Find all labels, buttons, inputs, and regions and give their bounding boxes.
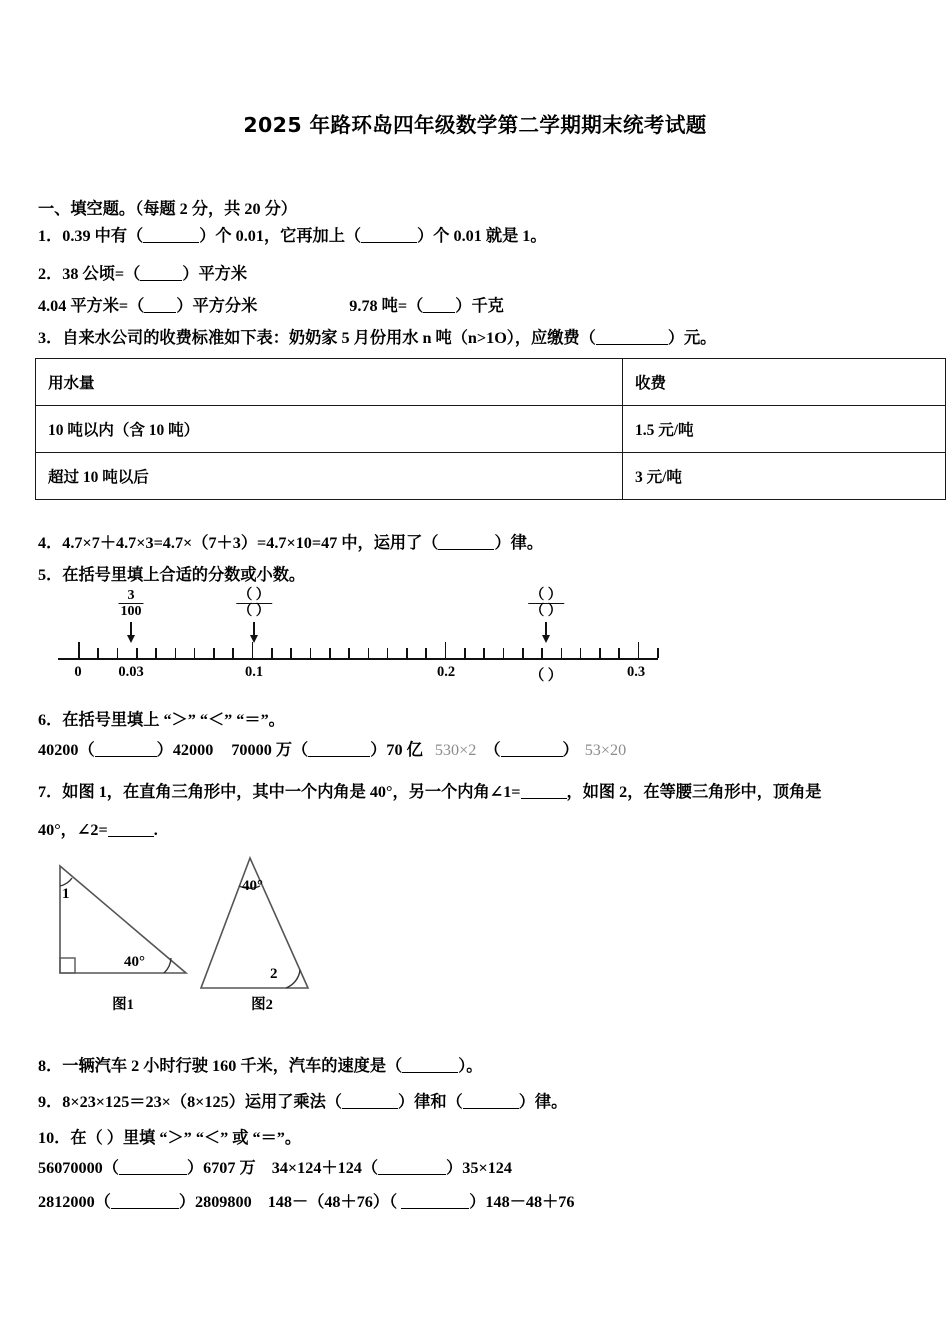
table-header-row [36,359,946,406]
q2-blank-3[interactable] [423,312,455,313]
fig1-angle-1-label: 1 [62,886,70,902]
question-3 [38,330,918,347]
table-row [36,453,946,500]
number-line-minor-tick [290,648,292,658]
q6c-paren-close: ） [562,741,579,759]
q2-blank-2[interactable] [144,312,176,313]
question-8 [38,1058,918,1075]
q2-text-mid-2: ）平方分米 [176,297,258,315]
q6-blank-3[interactable] [501,756,563,757]
fig2-caption: 图2 [251,997,273,1013]
q10c-left: 2812000（ [38,1193,111,1211]
q6a-right: ）42000 [156,741,214,759]
fraction-numerator: （ ） [238,588,270,603]
q2-text-post: ）平方米 [182,265,248,283]
number-line-major-tick [78,642,80,658]
number-line-minor-tick [310,648,312,658]
q7-text-d: . [153,821,158,839]
q6c-paren-open: （ [484,741,501,759]
fraction-numerator: （ ） [530,588,562,603]
q3-text-pre: 3．自来水公司的收费标准如下表：奶奶家 5 月份用水 n 吨（n>1O），应缴费（ [38,329,596,347]
question-7-line-2 [38,822,918,839]
q9-text-mid: ）律和（ [398,1093,463,1111]
q6a-left: 40200（ [38,741,95,759]
number-line-fraction-blank[interactable] [528,588,564,619]
number-line-minor-tick [368,648,370,658]
question-5-prompt: 5．在括号里填上合适的分数或小数。 [38,566,306,584]
number-line-minor-tick [387,648,389,658]
q8-text-post: ）。 [458,1057,483,1075]
number-line-major-tick [638,642,640,658]
q10d-right: ）148－48＋76 [469,1193,575,1211]
number-line-minor-tick [580,648,582,658]
q9-blank-2[interactable] [463,1108,519,1109]
q2-text-post-2: ）千克 [455,297,504,315]
q4-text-pre: 4．4.7×7＋4.7×3=4.7×（7＋3）=4.7×10=47 中，运用了（ [38,534,439,552]
number-line-minor-tick [97,648,99,658]
q7-text-b: ，如图 2，在等腰三角形中，顶角是 [566,783,822,801]
q10a-right: ）6707 万 [186,1159,256,1177]
q1-text-mid: ）个 0.01，它再加上（ [199,227,362,245]
fig1-caption: 图1 [112,997,134,1013]
q2-blank-1[interactable] [140,280,182,281]
page-title: 2025 年路环岛四年级数学第二学期期末统考试题 [243,113,707,137]
number-line-minor-tick [136,648,138,658]
triangles-svg [38,848,438,1018]
number-line-diagram [38,588,678,692]
number-line-minor-tick [406,648,408,658]
q8-text-pre: 8．一辆汽车 2 小时行驶 160 千米，汽车的速度是（ [38,1057,403,1075]
number-line-minor-tick [155,648,157,658]
q3-text-post: ）元。 [667,329,717,347]
number-line-fraction-blank[interactable] [236,588,272,619]
q6c-left-expression: 530×2 [434,741,477,759]
section-heading: 一、填空题。（每题 2 分，共 20 分） [38,200,297,218]
number-line-minor-tick [561,648,563,658]
q1-text-post: ）个 0.01 就是 1。 [417,227,547,245]
fig1-angle-40-label: 40° [124,954,145,970]
number-line-minor-tick [232,648,234,658]
q2-text-pre: 2．38 公顷=（ [38,265,141,283]
q6c-right-expression: 53×20 [584,741,627,759]
q1-text-pre: 1．0.39 中有（ [38,227,144,245]
number-line-major-tick [252,642,254,658]
q6-blank-2[interactable] [308,756,370,757]
number-line-tick-label: 0.2 [436,664,456,680]
water-fee-table [35,358,946,500]
q7-blank-2[interactable] [108,836,154,837]
question-4 [38,535,918,552]
q10b-left: 34×124＋124（ [271,1159,379,1177]
fig1-right-triangle [60,866,186,973]
q6b-left: 70000 万（ [231,741,309,759]
q8-blank-1[interactable] [402,1072,458,1073]
q10b-right: ）35×124 [446,1159,512,1177]
number-line-minor-tick [522,648,524,658]
q7-text-a: 7．如图 1，在直角三角形中，其中一个内角是 40°，另一个内角∠1= [38,783,521,801]
question-7-line-1 [38,784,918,801]
question-9 [38,1094,918,1111]
q7-text-c: 40°，∠2= [38,821,108,839]
q4-blank-1[interactable] [438,549,494,550]
fig1-angle1-arc [60,878,72,886]
table-cell-fee-2: 3 元/吨 [623,453,946,500]
number-line-major-tick [445,642,447,658]
question-6-prompt: 6．在括号里填上 “＞” “＜” “＝”。 [38,711,285,729]
number-line-minor-tick [503,648,505,658]
q1-blank-1[interactable] [143,242,199,243]
q10a-left: 56070000（ [38,1159,119,1177]
number-line-minor-tick [425,648,427,658]
number-line-tick-label: 0 [74,664,82,680]
fig2-apex-40-label: 40° [242,878,263,894]
q10-blank-1[interactable] [119,1174,187,1175]
fraction-numerator: 3 [127,588,135,603]
question-10-items-row-1 [38,1160,918,1177]
fraction-denominator: （ ） [530,604,562,620]
number-line-minor-tick [271,648,273,658]
table-header-usage: 用水量 [36,359,623,406]
number-line-minor-tick [175,648,177,658]
number-line-minor-tick [464,648,466,658]
question-6-items [38,742,918,759]
number-line-fraction-blank[interactable] [119,588,144,619]
number-line-tick-label: （ ） [529,668,563,684]
table-cell-usage-1: 10 吨以内（含 10 吨） [36,406,623,453]
number-line-minor-tick [117,648,119,658]
number-line-minor-tick [541,648,543,658]
fraction-denominator: 100 [120,604,142,620]
fig1-right-angle-marker [60,958,75,973]
triangle-figures [38,848,438,1018]
number-line-minor-tick [657,648,659,658]
q4-text-post: ）律。 [494,534,544,552]
q9-text-pre: 9．8×23×125＝23×（8×125）运用了乘法（ [38,1093,342,1111]
number-line-axis [58,658,658,660]
fig2-angle2-arc [286,970,300,988]
q9-blank-1[interactable] [342,1108,398,1109]
q2-text-pre-2: 4.04 平方米=（ [38,297,145,315]
number-line-tick-label: 0.1 [244,664,264,680]
number-line-minor-tick [599,648,601,658]
number-line-tick-label: 0.03 [118,664,144,680]
number-line-tick-label: 0.3 [626,664,646,680]
number-line-minor-tick [483,648,485,658]
q1-blank-2[interactable] [361,242,417,243]
question-10-prompt: 10．在（ ）里填 “＞” “＜” 或 “＝”。 [38,1129,302,1147]
fraction-denominator: （ ） [238,604,270,620]
q9-text-post: ）律。 [518,1093,568,1111]
number-line-minor-tick [348,648,350,658]
q6b-right: ）70 亿 [370,741,423,759]
question-2-line-2 [38,298,918,315]
q10-blank-4[interactable] [401,1208,469,1209]
q10c-right: ）2809800 [178,1193,252,1211]
table-row [36,406,946,453]
number-line-minor-tick [213,648,215,658]
q2-text-pre-3: 9.78 吨=（ [349,297,424,315]
number-line-minor-tick [194,648,196,658]
question-10-items-row-2 [38,1194,918,1211]
question-2-line-1 [38,266,918,283]
table-cell-fee-1: 1.5 元/吨 [623,406,946,453]
fig2-angle-2-label: 2 [270,966,278,982]
q6-blank-1[interactable] [95,756,157,757]
q10d-left: 148－（48＋76）（ [267,1193,402,1211]
number-line-minor-tick [329,648,331,658]
q3-blank-1[interactable] [596,344,668,345]
q7-blank-1[interactable] [521,798,567,799]
q10-blank-2[interactable] [378,1174,446,1175]
table-header-fee: 收费 [623,359,946,406]
question-1 [38,228,918,245]
q10-blank-3[interactable] [111,1208,179,1209]
number-line-minor-tick [618,648,620,658]
table-cell-usage-2: 超过 10 吨以后 [36,453,623,500]
